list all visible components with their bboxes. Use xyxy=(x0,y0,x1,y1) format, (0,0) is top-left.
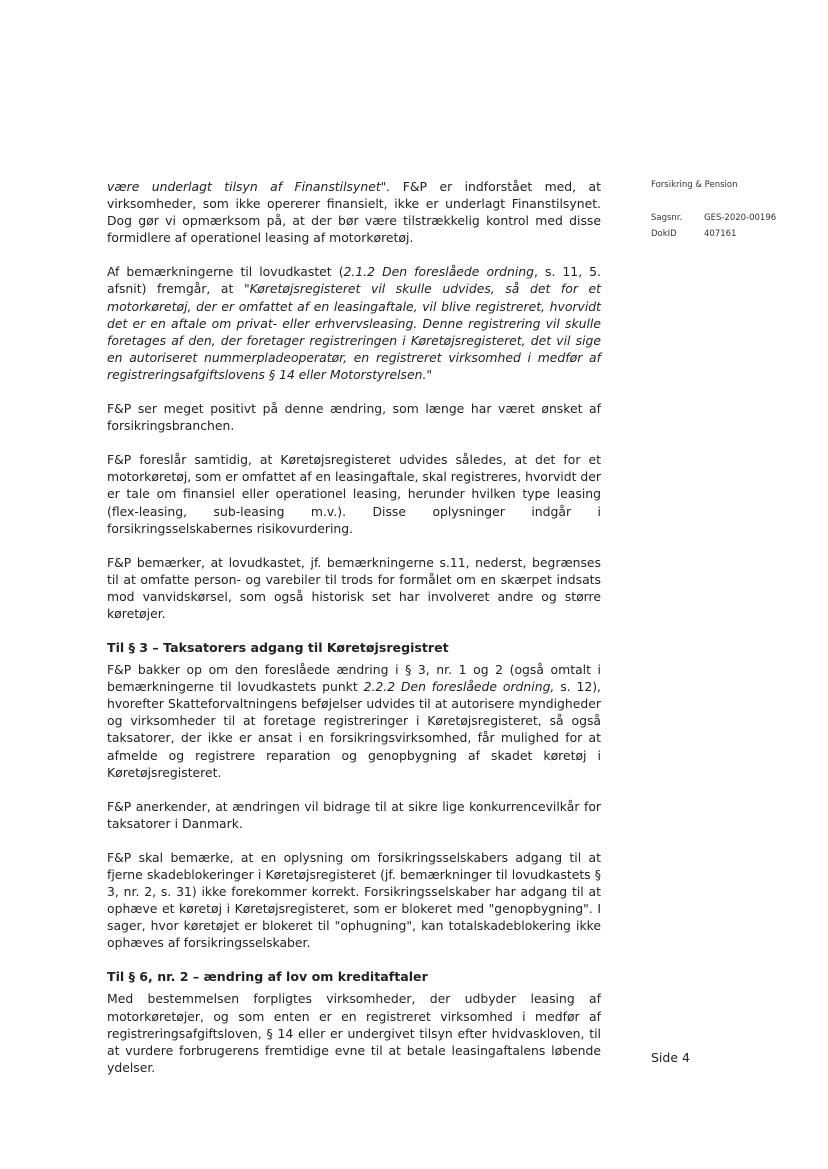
paragraph-7: F&P anerkender, at ændringen vil bidrage til at sikre lige konkurrencevilkår for taksatorer i Danmark. xyxy=(107,798,601,831)
section-heading-6: Til § 6, nr. 2 – ændring af lov om kreditaftaler xyxy=(107,969,428,985)
paragraph-9: Med bestemmelsen forpligtes virksomheder, der udbyder leasing af motorkøretøjer, og som enten er en registreret virksomhed i medfør af registreringsafgiftsloven, § 14 eller er undergivet tilsyn efter hvidvaskloven, til at vurdere forbrugerens fremtidige evne til at betale leasingaftalens løbende ydelser. xyxy=(107,991,601,1075)
paragraph-1 xyxy=(107,178,601,246)
document-body xyxy=(107,178,601,1093)
paragraph-8: F&P skal bemærke, at en oplysning om forsikringsselskabers adgang til at fjerne skadeblokeringer i Køretøjsregisteret (jf. bemærkninger til lovudkastets § 3, nr. 2, s. 31) ikke forekommer korrekt. Forsikringsselskaber har adgang til at ophæve et køretøj i Køretøjsregisteret, som er blokeret med "genopbygning". I sager, hvor køretøjet er blokeret til "ophugning", kan totalskadeblokering ikke ophæves af forsikringsselskaber. xyxy=(107,849,601,951)
paragraph-5: F&P bemærker, at lovudkastet, jf. bemærkningerne s.11, nederst, begrænses til at omfatte person- og varebiler til trods for formålet om en skærpet indsats mod vanvidskørsel, som også historisk set har involveret andre og større køretøjer. xyxy=(107,554,601,621)
paragraph-6-text: s. 12), hvorefter Skatteforvaltningens beføjelser udvides til at autorisere myndigheder og virksomheder til at foretage registreringer i Køretøjsregisteret, så også taksatorer, der ikke er ansat i en forsikringsvirksomhed, får mulighed for at afmelde og registrere reparation og genopbygning af skadet køretøj i Køretøjsregisteret. xyxy=(107,679,601,780)
document-meta xyxy=(651,180,821,242)
doc-id-label: DokID xyxy=(651,229,677,239)
doc-id-row xyxy=(651,226,821,242)
paragraph-4: F&P foreslår samtidig, at Køretøjsregisteret udvides således, at det for et motorkøretøj, som er omfattet af en leasingaftale, skal registreres, hvorvidt der er tale om finansiel eller operationel leasing, herunder hvilken type leasing (flex-leasing, sub-leasing m.v.). Disse oplysninger indgår i forsikringsselskabernes risikovurdering. xyxy=(107,452,601,536)
doc-id-value: 407161 xyxy=(704,229,737,239)
paragraph-6-lead: F&P bakker op om den foreslåede ændring i § 3, nr. 1 og 2 (også omtalt i bemærkningerne til lovudkastets punkt xyxy=(107,662,601,695)
organization-name: Forsikring & Pension xyxy=(651,180,738,190)
paragraph-6 xyxy=(107,661,601,781)
paragraph-1-text: F&P er indforstået med, at virksomheder, som ikke opererer finansielt, ikke er underlagt Finanstilsynet. Dog gør vi opmærksom på, at der bør være tilstrækkelig kontrol med disse formidlere af operationel leasing af motorkøretøj. xyxy=(107,179,601,246)
paragraph-2 xyxy=(107,263,601,383)
case-number-label: Sagsnr. xyxy=(651,213,683,223)
paragraph-6-reference: 2.2.2 Den foreslåede ordning, xyxy=(363,679,555,695)
section-heading-3: Til § 3 – Taksatorers adgang til Køretøjsregistret xyxy=(107,640,449,656)
paragraph-2-quote: "Køretøjsregisteret vil skulle udvides, så det for et motorkøretøj, der er omfattet af en leasingaftale, vil blive registreret, hvorvidt det er en aftale om privat- eller erhvervsleasing. Denne registrering vil skulle foretages af den, der foretager registreringen i Køretøjsregisteret, det vil sige en autoriseret nummerpladeoperatør, en registreret virksomhed i medfør af registreringsafgiftslovens § 14 eller Motorstyrelsen." xyxy=(107,281,601,382)
paragraph-3: F&P ser meget positivt på denne ændring, som længe har været ønsket af forsikringsbranchen. xyxy=(107,401,601,434)
paragraph-2-reference: 2.1.2 Den foreslåede ordning xyxy=(343,264,535,280)
paragraph-2-middle: , s. 11, 5. afsnit) fremgår, at xyxy=(107,264,601,297)
page-number: Side 4 xyxy=(651,1050,690,1065)
paragraph-1-quote: være underlagt tilsyn af Finanstilsynet". xyxy=(107,179,391,194)
case-number-value: GES-2020-00196 xyxy=(704,213,777,223)
paragraph-2-lead: Af bemærkningerne til lovudkastet ( xyxy=(107,264,344,280)
case-number-row xyxy=(651,210,821,226)
